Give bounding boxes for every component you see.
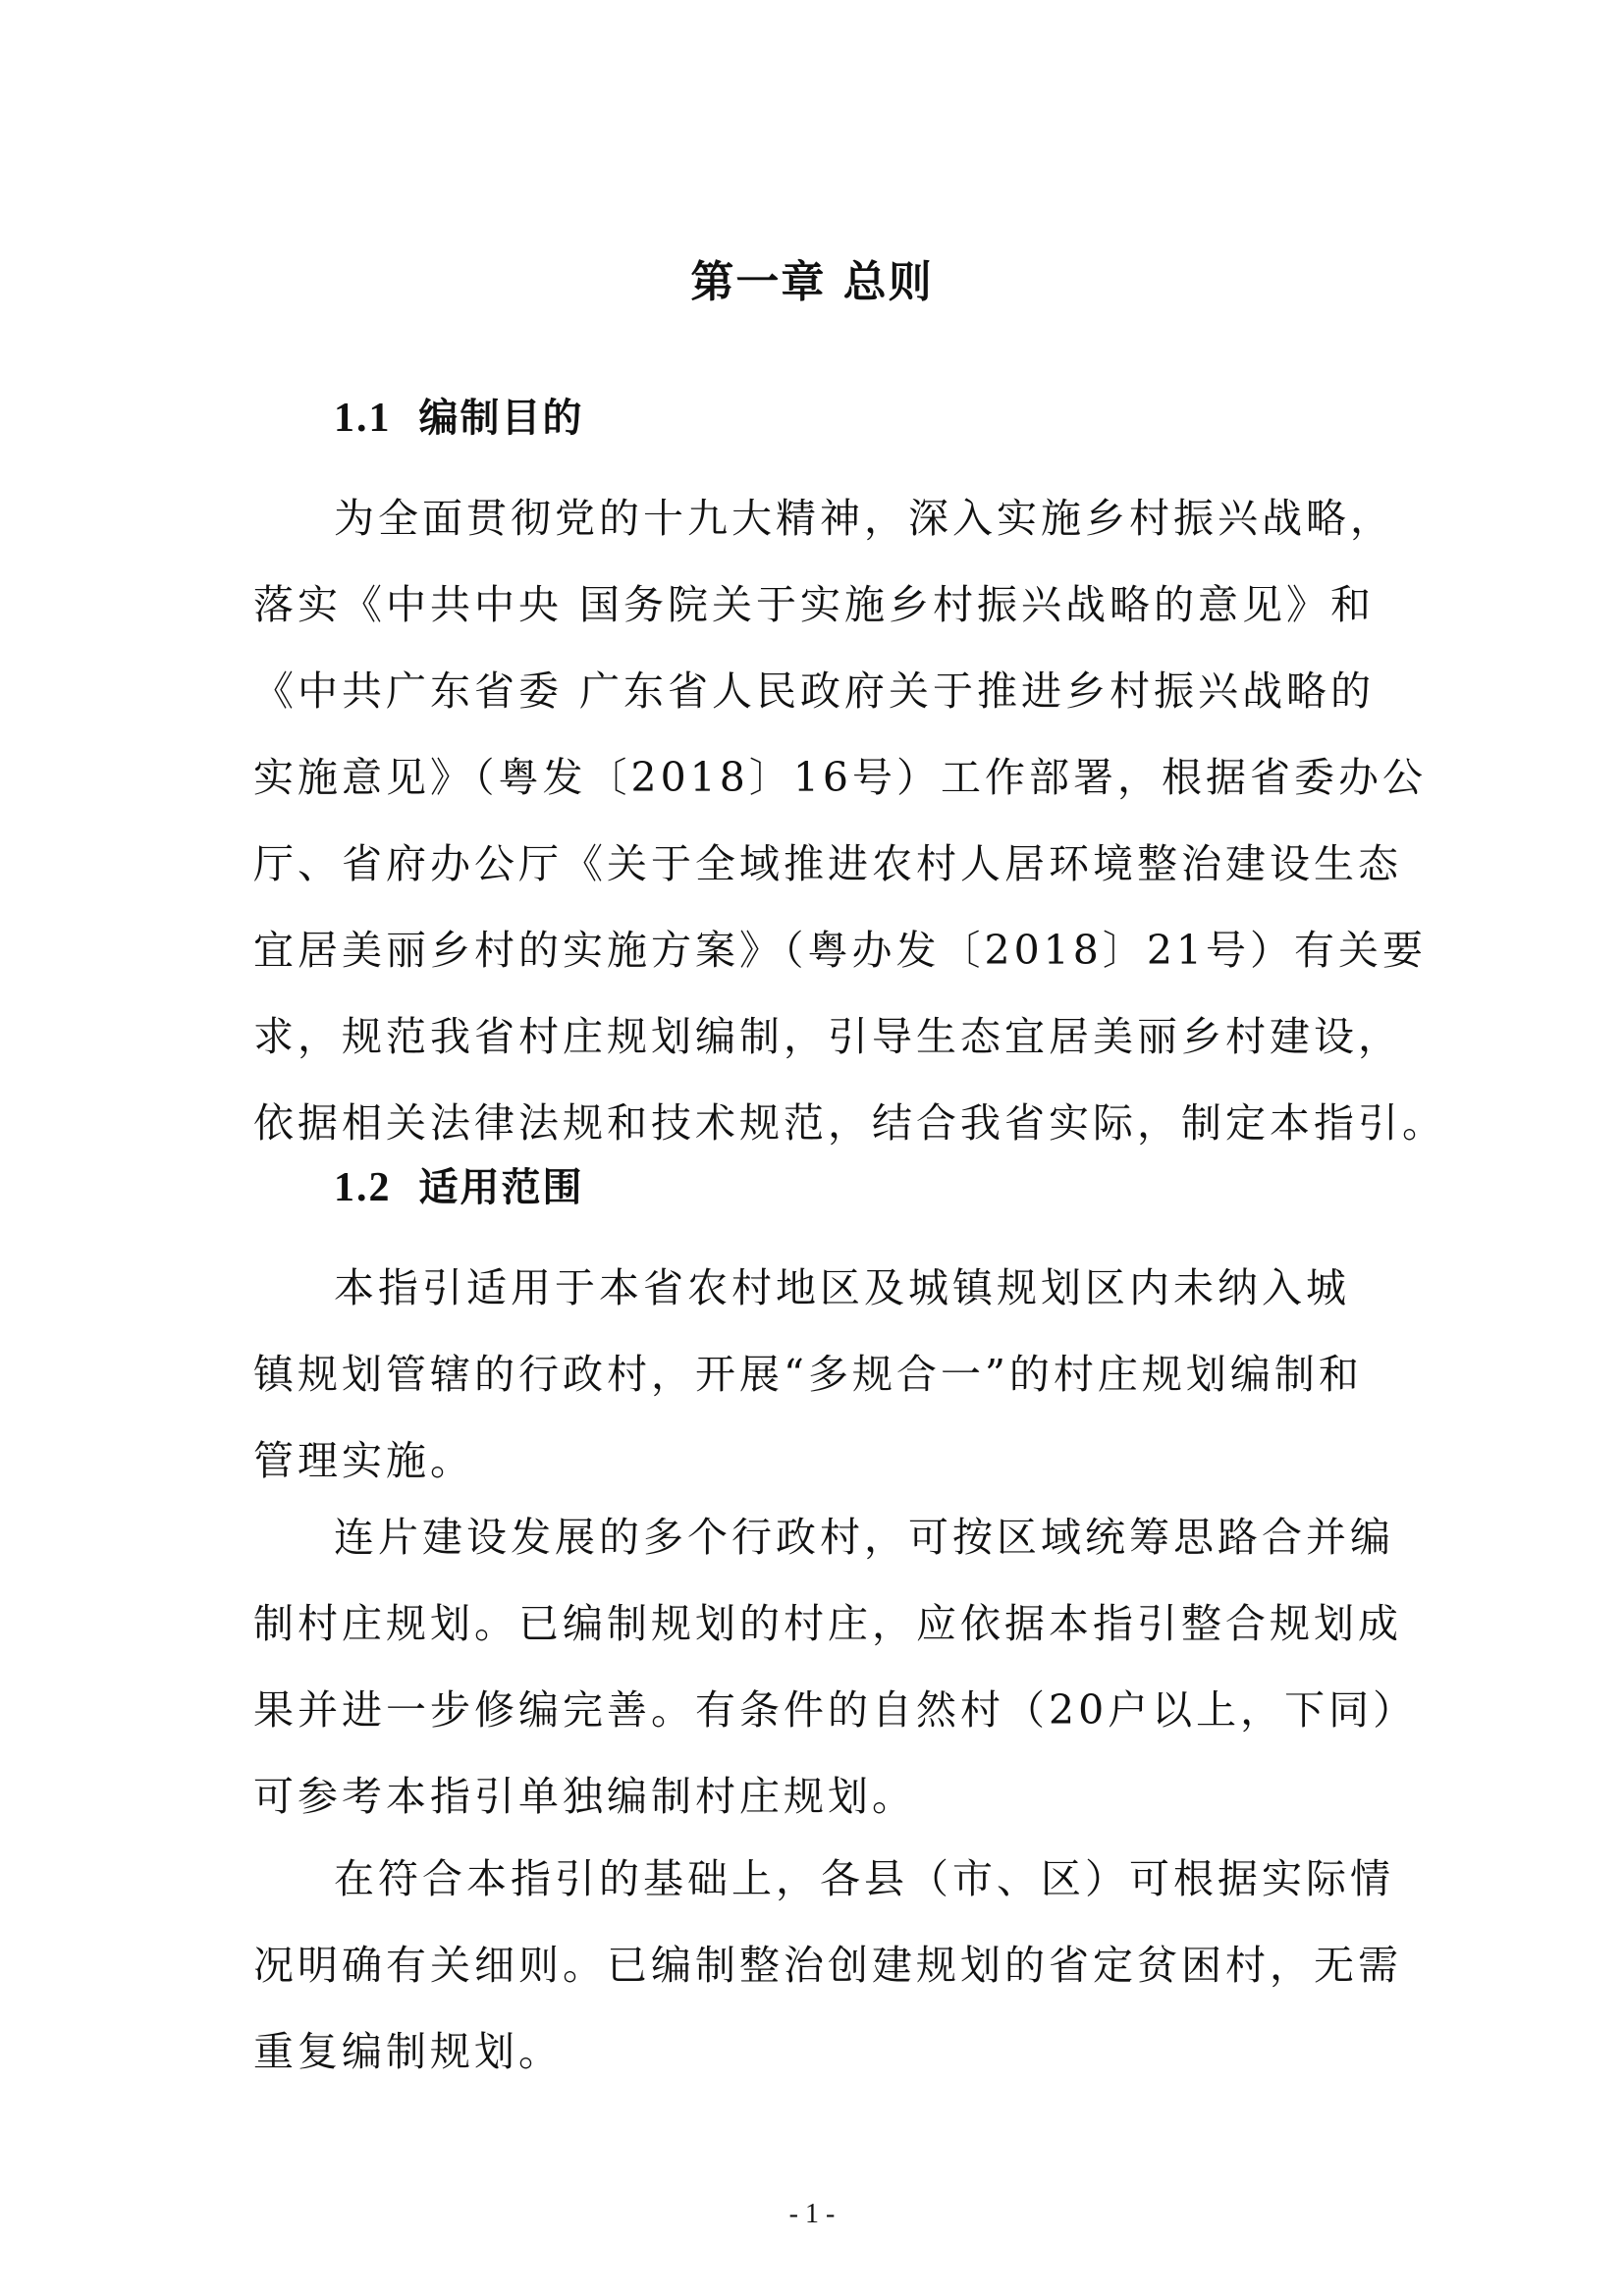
paragraph-line: 连片建设发展的多个行政村，可按区域统筹思路合并编 bbox=[334, 1514, 1394, 1561]
paragraph-line: 重复编制规划。 bbox=[253, 2028, 563, 2075]
section-number: 1.2 bbox=[334, 1165, 392, 1210]
section-number: 1.1 bbox=[334, 396, 392, 441]
chapter-title: 第一章 总则 bbox=[690, 257, 934, 307]
paragraph-purpose bbox=[253, 475, 1446, 1166]
paragraph-line: 果并进一步修编完善。有条件的自然村（20户以上，下同） bbox=[253, 1686, 1418, 1734]
section-title: 适用范围 bbox=[418, 1165, 584, 1210]
paragraph-line: 镇规划管辖的行政村，开展“多规合一”的村庄规划编制和 bbox=[253, 1351, 1363, 1398]
paragraph-line: 落实《中共中央 国务院关于实施乡村振兴战略的意见》和 bbox=[253, 581, 1376, 628]
paragraph-line: 在符合本指引的基础上，各县（市、区）可根据实际情 bbox=[334, 1855, 1394, 1902]
paragraph-scope-1 bbox=[253, 1245, 1392, 1504]
paragraph-line: 厅、省府办公厅《关于全域推进农村人居环境整治建设生态 bbox=[253, 840, 1402, 887]
paragraph-line: 可参考本指引单独编制村庄规划。 bbox=[253, 1773, 916, 1820]
paragraph-line: 为全面贯彻党的十九大精神，深入实施乡村振兴战略， bbox=[334, 495, 1394, 542]
paragraph-line: 《中共广东省委 广东省人民政府关于推进乡村振兴战略的 bbox=[253, 667, 1376, 715]
page-number: - 1 - bbox=[788, 2199, 836, 2229]
section-title: 编制目的 bbox=[418, 396, 584, 441]
paragraph-line: 求，规范我省村庄规划编制，引导生态宜居美丽乡村建设， bbox=[253, 1013, 1402, 1060]
paragraph-scope-2 bbox=[253, 1494, 1418, 1840]
paragraph-line: 宜居美丽乡村的实施方案》（粤办发〔2018〕21号）有关要 bbox=[253, 927, 1428, 974]
paragraph-line: 实施意见》（粤发〔2018〕16号）工作部署，根据省委办公 bbox=[253, 754, 1428, 801]
paragraph-line: 制村庄规划。已编制规划的村庄，应依据本指引整合规划成 bbox=[253, 1600, 1402, 1647]
paragraph-scope-3 bbox=[253, 1836, 1402, 2095]
paragraph-line: 依据相关法律法规和技术规范，结合我省实际，制定本指引。 bbox=[253, 1099, 1446, 1147]
section-heading-1-1 bbox=[334, 379, 584, 457]
paragraph-line: 本指引适用于本省农村地区及城镇规划区内未纳入城 bbox=[334, 1264, 1350, 1311]
section-heading-1-2 bbox=[334, 1148, 584, 1227]
paragraph-line: 管理实施。 bbox=[253, 1437, 474, 1484]
paragraph-line: 况明确有关细则。已编制整治创建规划的省定贫困村，无需 bbox=[253, 1942, 1402, 1989]
